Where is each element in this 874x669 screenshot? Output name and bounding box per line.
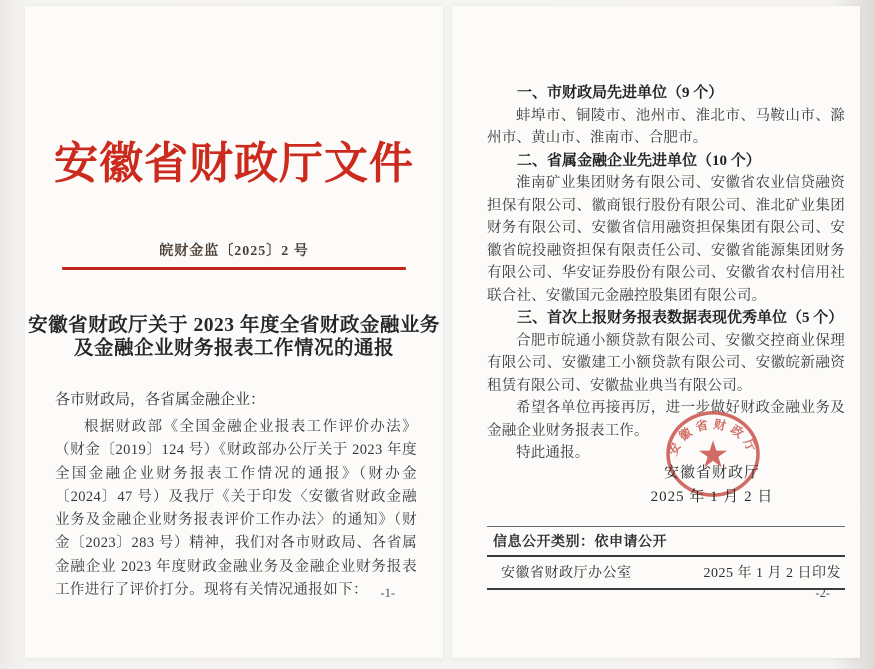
- closing-note: 特此通报。: [516, 445, 590, 461]
- section-2-body: 淮南矿业集团财务有限公司、安徽省农业信贷融资担保有限公司、徽商银行股份有限公司、淮北矿业集团财务有限公司、安徽省信用融资担保集团有限公司、安徽省皖投融资担保有限责任公司、安徽省能源集团财务有限公司、华安证券股份有限公司、安徽省农村信用社联合社、安徽国元金融控股集团有限公司。: [487, 175, 845, 304]
- page2-body: [452, 6, 860, 465]
- section-3-body: 合肥市皖通小额贷款有限公司、安徽交控商业保理有限公司、安徽建工小额贷款有限公司、安徽皖新融资租赁有限公司、安徽盐业典当有限公司。: [487, 332, 845, 394]
- section-2-heading: 二、省属金融企业先进单位（10 个）: [517, 152, 761, 169]
- section-1-heading: 一、市财政局先进单位（9 个）: [517, 85, 724, 101]
- intro-paragraph: 根据财政部《全国金融企业报表工作评价办法》（财金〔2019〕124 号）《财政部办公厅关于 2023 年度全国金融企业财务报表工作情况的通报》（财办金〔2024〕47 号）及我厅《关于印发〈安徽省财政金融业务及金融企业财务报表评价工作办法〉的通知》（财金〔2023〕283 号）精神，我们对各市财政局、各省属金融企业 2023 年度财政金融业务及金融企业财务报表工作进行了评价打分。现将有关情况通报如下：: [55, 419, 417, 599]
- page-1: [25, 6, 443, 658]
- doc-title-line1: 安徽省财政厅关于 2023 年度全省财政金融业务: [28, 315, 440, 336]
- document-colophon: [487, 526, 845, 590]
- page-number-1: -1-: [380, 586, 395, 600]
- org-header-title: 安徽省财政厅文件: [54, 139, 414, 188]
- seal-arc-text: 安徽省财政厅: [665, 416, 761, 458]
- red-divider-rule: [62, 267, 406, 270]
- salutation: 各市财政局，各省属金融企业：: [55, 392, 266, 408]
- section-1-body: 蚌埠市、铜陵市、池州市、淮北市、马鞍山市、滁州市、黄山市、淮南市、合肥市。: [487, 107, 845, 146]
- print-date: 2025 年 1 月 2 日印发: [703, 566, 841, 581]
- page1-body: [25, 390, 443, 602]
- disclosure-category: 信息公开类别：依申请公开: [487, 526, 845, 555]
- doc-title: [25, 314, 443, 360]
- doc-number: 皖财金监〔2025〕2 号: [159, 244, 309, 259]
- signature-block: [627, 462, 797, 509]
- doc-title-line2: 及金融企业财务报表工作情况的通报: [73, 338, 394, 359]
- page-number-2: -2-: [815, 586, 830, 600]
- closing-paragraph: 希望各单位再接再厉，进一步做好财政金融业务及金融企业财务报表工作。: [487, 400, 845, 439]
- signature-date: 2025 年 1 月 2 日: [650, 488, 774, 505]
- issuer-row: [487, 555, 845, 590]
- signature-org: 安徽省财政厅: [663, 465, 760, 481]
- issuer-office: 安徽省财政厅办公室: [501, 566, 632, 581]
- page-2: [452, 6, 860, 658]
- section-3-heading: 三、首次上报财务报表数据表现优秀单位（5 个）: [517, 310, 844, 326]
